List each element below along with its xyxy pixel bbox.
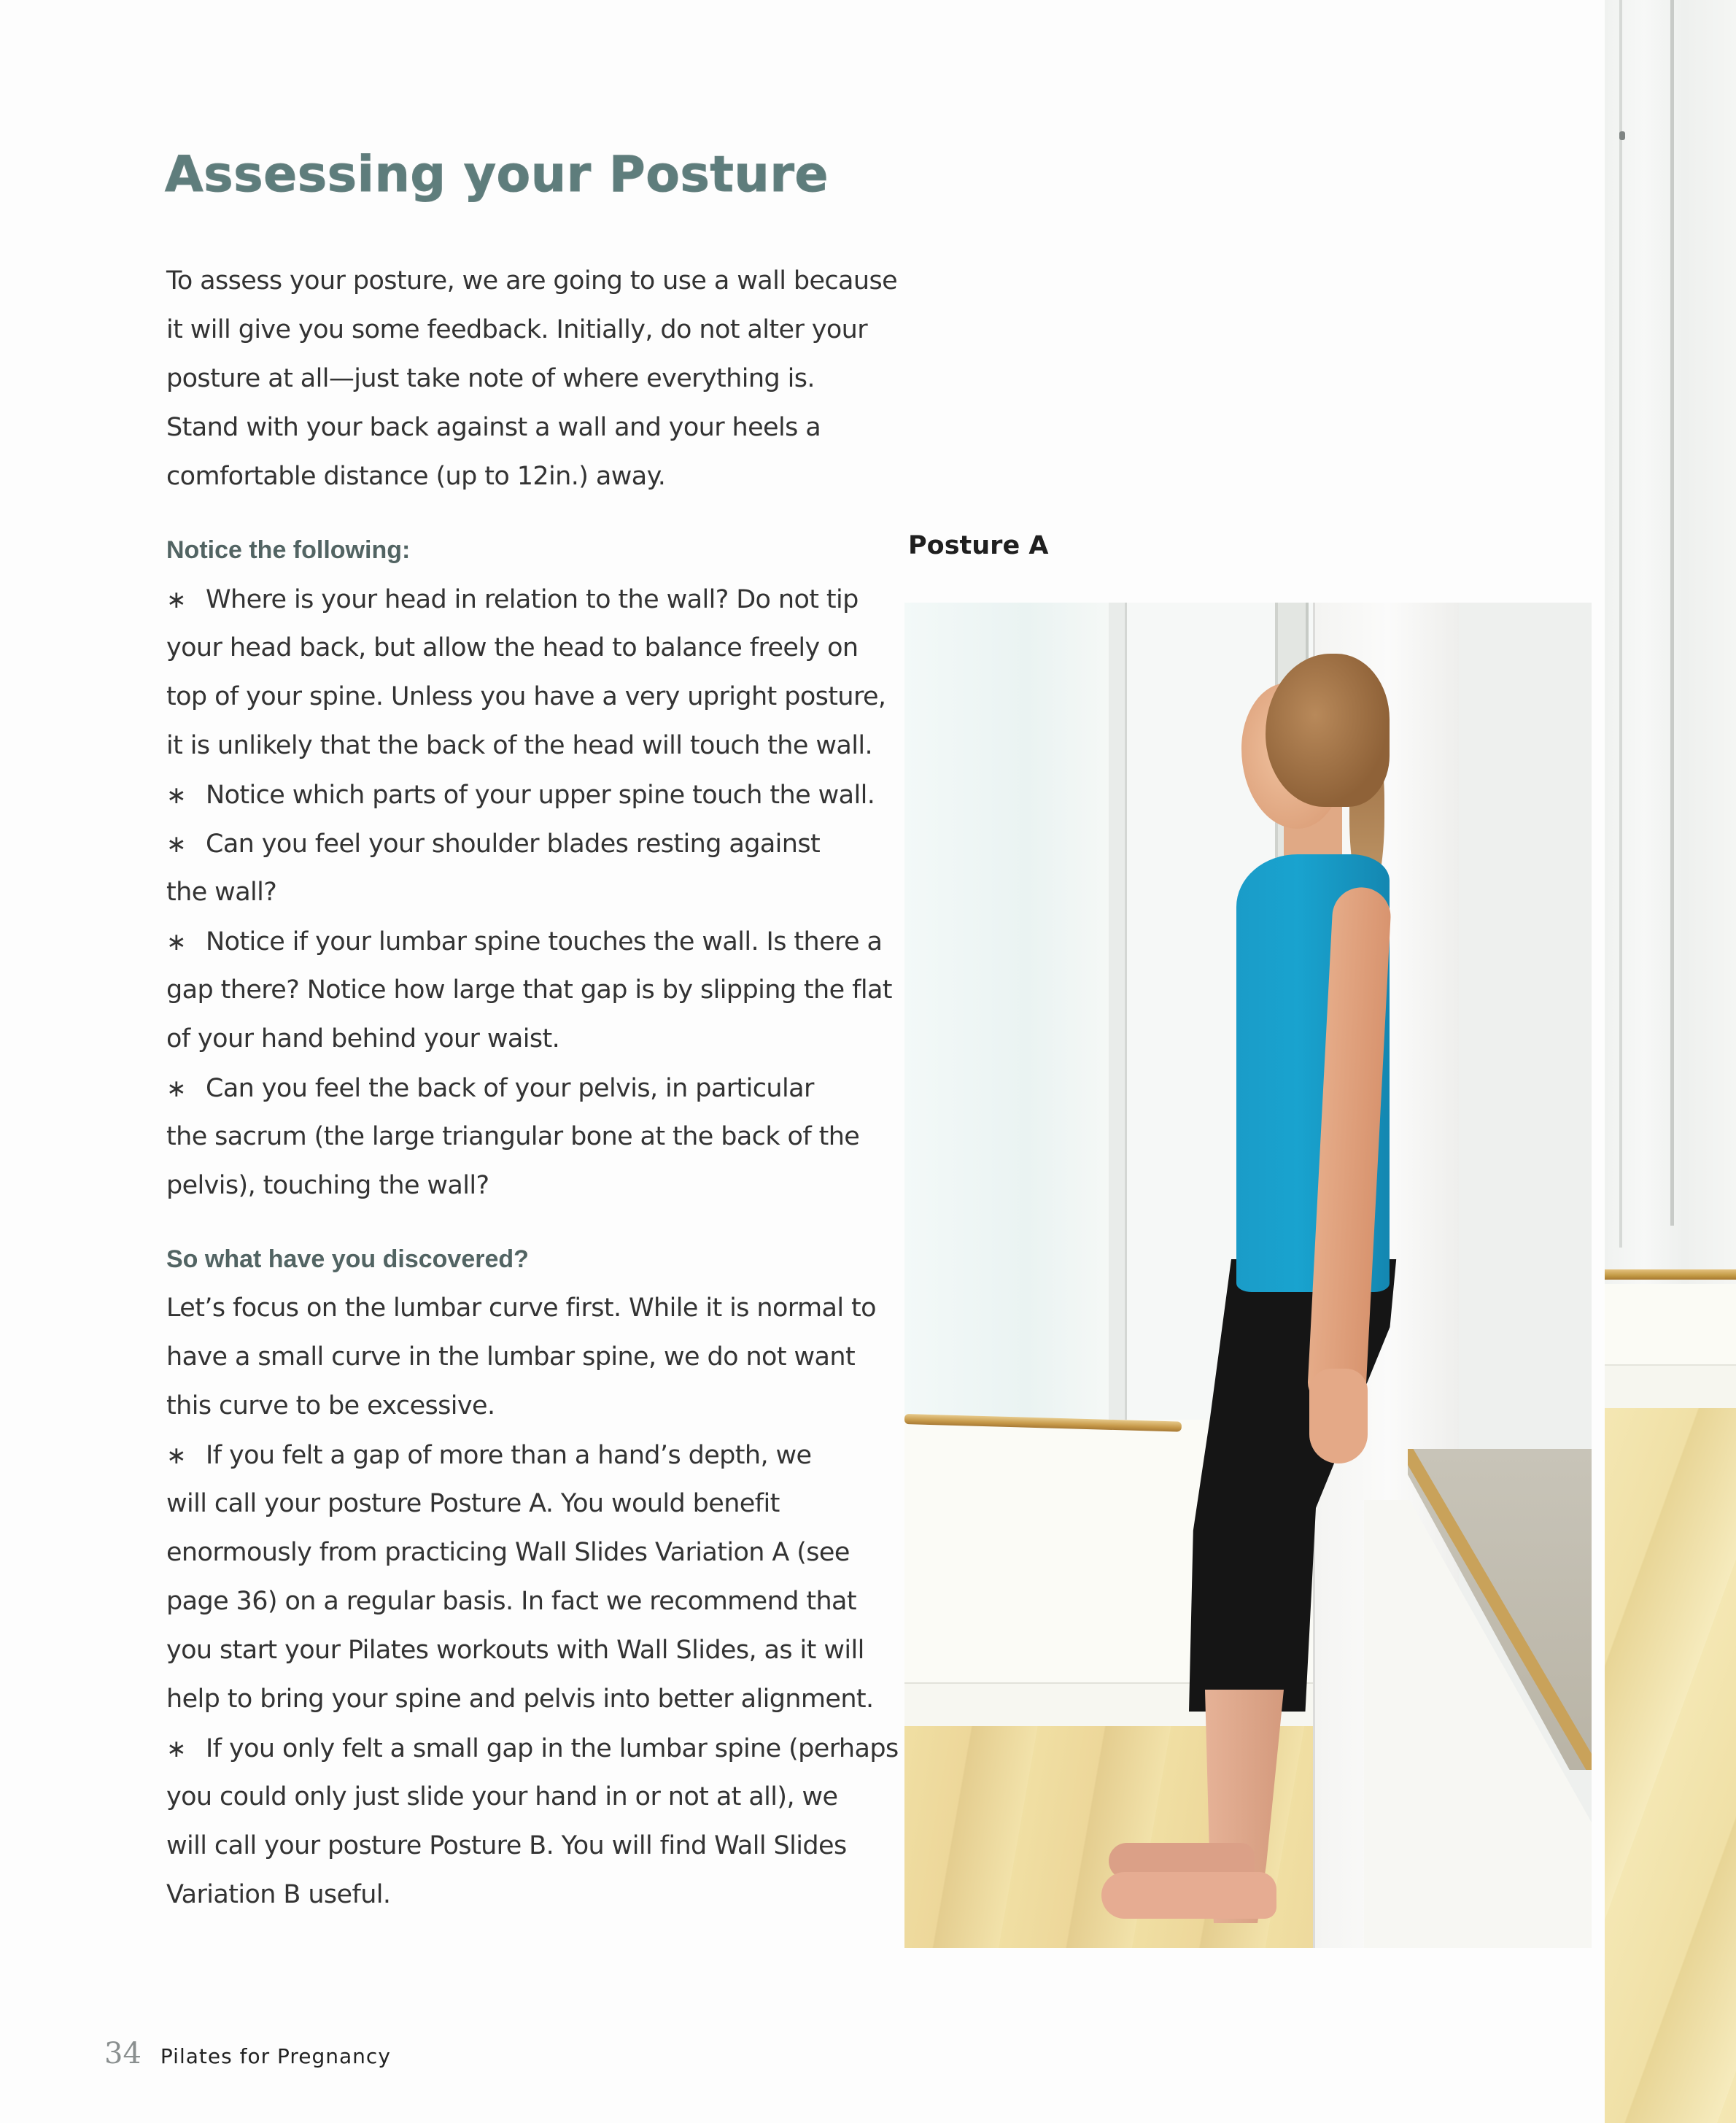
asterisk-bullet-icon: ∗: [166, 927, 187, 956]
bullet-text: will call your posture Posture B. You will find Wall Slides: [166, 1831, 847, 1860]
bullet-text: Can you feel the back of your pelvis, in particular: [206, 1074, 814, 1103]
bullet-text: If you only felt a small gap in the lumbar spine (perhaps: [206, 1734, 899, 1763]
foot: [1101, 1872, 1276, 1919]
discovered-heading: So what have you discovered?: [166, 1245, 529, 1273]
page-title: Assessing your Posture: [165, 146, 829, 204]
woman-figure: [904, 603, 1592, 1948]
bullet-text: top of your spine. Unless you have a very upright posture,: [166, 682, 886, 711]
asterisk-bullet-icon: ∗: [166, 781, 187, 809]
bullet-text: of your hand behind your waist.: [166, 1024, 560, 1053]
bullet-text: pelvis), touching the wall?: [166, 1171, 489, 1200]
intro-line: it will give you some feedback. Initially, do not alter your: [166, 315, 868, 344]
page-footer: [104, 2037, 391, 2070]
window-mullion: [1619, 0, 1622, 1248]
bullet-text: enormously from practicing Wall Slides Variation A (see: [166, 1538, 850, 1567]
bullet-text: Where is your head in relation to the wall? Do not tip: [206, 585, 859, 614]
intro-line: comfortable distance (up to 12in.) away.: [166, 462, 666, 491]
notice-section: [166, 526, 892, 1210]
intro-line: To assess your posture, we are going to use a wall because: [166, 266, 898, 295]
bullet-text: it is unlikely that the back of the head will touch the wall.: [166, 731, 872, 760]
bullet-text: help to bring your spine and pelvis into better alignment.: [166, 1685, 874, 1714]
page-number: 34: [104, 2037, 142, 2070]
asterisk-bullet-icon: ∗: [166, 830, 187, 858]
notice-heading: Notice the following:: [166, 536, 411, 564]
bullet-text: gap there? Notice how large that gap is by slipping the flat: [166, 975, 892, 1005]
bullet-text: the wall?: [166, 878, 277, 907]
discovered-intro-line: Let’s focus on the lumbar curve first. While it is normal to: [166, 1293, 876, 1323]
bullet-item: [166, 770, 875, 819]
asterisk-bullet-icon: ∗: [166, 1441, 187, 1469]
window-mullion: [1670, 0, 1674, 1226]
figure-caption: Posture A: [908, 531, 1049, 560]
asterisk-bullet-icon: ∗: [166, 1734, 187, 1763]
bullet-text: Notice which parts of your upper spine touch the wall.: [206, 781, 875, 810]
bullet-text: the sacrum (the large triangular bone at the back of the: [166, 1122, 860, 1151]
brass-rail: [1605, 1269, 1736, 1280]
bullet-text: you could only just slide your hand in or not at all), we: [166, 1782, 838, 1811]
bullet-item: [166, 1724, 899, 1919]
wood-floor: [1605, 1408, 1736, 2123]
intro-line: posture at all—just take note of where everything is.: [166, 364, 815, 393]
hair: [1266, 654, 1390, 807]
bullet-item: [166, 819, 867, 917]
discovered-intro-line: have a small curve in the lumbar spine, we do not want: [166, 1342, 856, 1372]
bullet-item: [166, 575, 886, 770]
body-text-column: [166, 257, 899, 1919]
posture-a-photo: [904, 603, 1592, 1948]
bullet-text: your head back, but allow the head to balance freely on: [166, 633, 859, 662]
bullet-text: Variation B useful.: [166, 1880, 391, 1909]
bullet-item: [166, 917, 892, 1064]
bullet-text: Can you feel your shoulder blades resting against: [206, 830, 821, 859]
intro-paragraph: [166, 257, 898, 501]
window-latch: [1619, 131, 1625, 140]
bullet-text: Notice if your lumbar spine touches the wall. Is there a: [206, 927, 883, 956]
intro-line: Stand with your back against a wall and your heels a: [166, 413, 821, 442]
bullet-text: will call your posture Posture A. You would benefit: [166, 1489, 780, 1518]
running-title: Pilates for Pregnancy: [160, 2044, 391, 2068]
hand: [1309, 1369, 1368, 1463]
asterisk-bullet-icon: ∗: [166, 585, 187, 614]
discovered-section: [166, 1235, 899, 1919]
bullet-text: you start your Pilates workouts with Wall Slides, as it will: [166, 1636, 864, 1665]
asterisk-bullet-icon: ∗: [166, 1074, 187, 1102]
baseboard: [1605, 1364, 1736, 1409]
bullet-item: [166, 1431, 874, 1724]
bullet-text: If you felt a gap of more than a hand’s depth, we: [206, 1441, 812, 1470]
bullet-text: page 36) on a regular basis. In fact we recommend that: [166, 1587, 857, 1616]
discovered-intro-line: this curve to be excessive.: [166, 1391, 495, 1420]
bullet-item: [166, 1064, 867, 1210]
right-bleed-photo: [1605, 0, 1736, 2123]
